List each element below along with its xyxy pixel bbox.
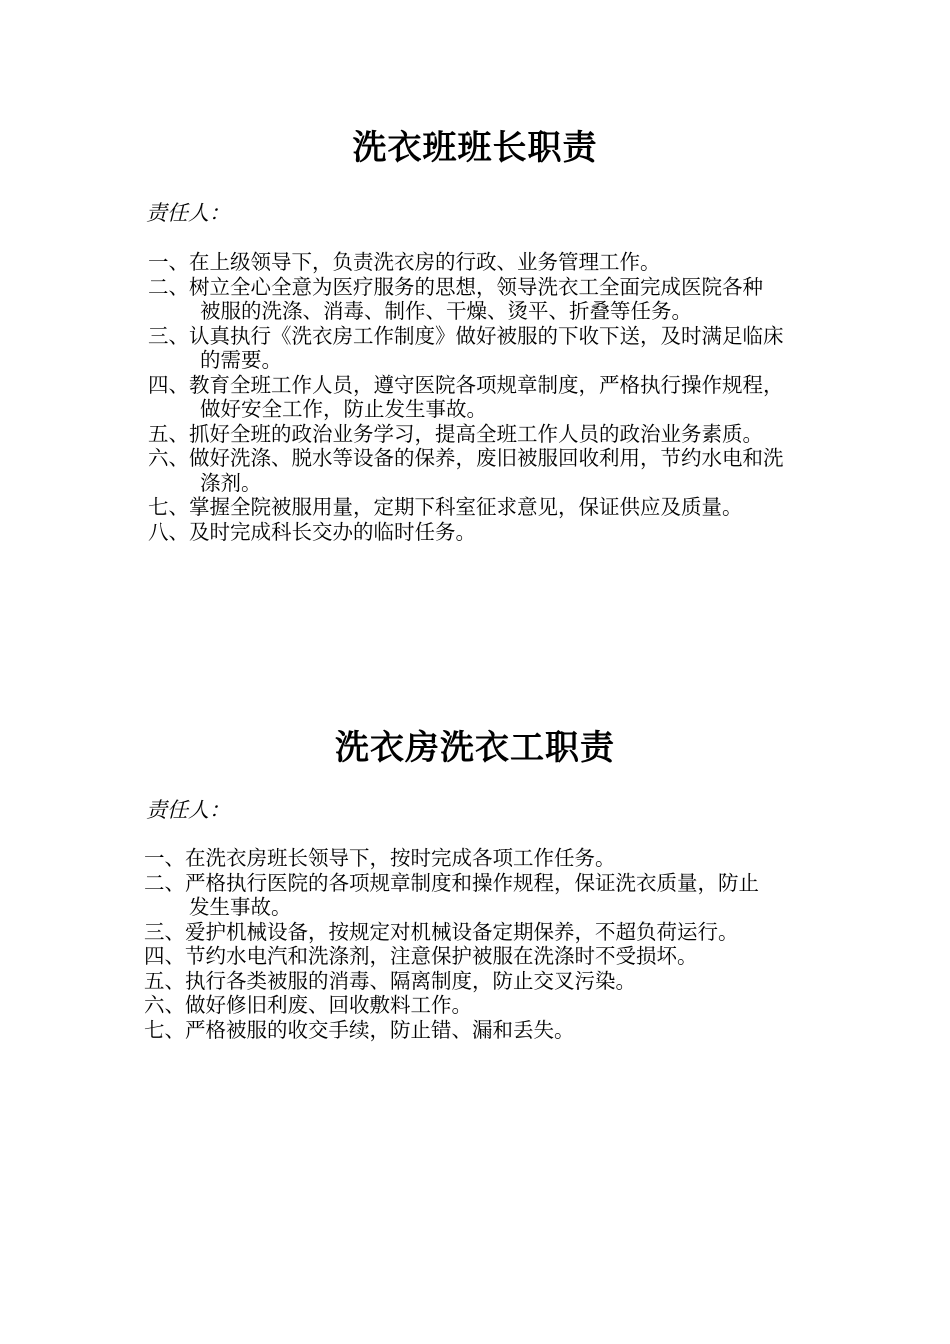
duty-text-continued: 做好安全工作，防止发生事故。: [200, 397, 487, 421]
duty-item: [144, 944, 814, 969]
duty-item: [148, 275, 818, 324]
duty-text: 四、教育全班工作人员，遵守医院各项规章制度，严格执行操作规程，: [148, 372, 784, 397]
duty-list: [144, 846, 814, 1042]
duty-text: 三、认真执行《洗衣房工作制度》做好被服的下收下送，及时满足临床: [148, 323, 784, 348]
duty-item: [148, 324, 818, 373]
duty-text: 一、在洗衣房班长领导下，按时完成各项工作任务。: [144, 846, 616, 870]
duty-text: 六、做好修旧利废、回收敷料工作。: [144, 993, 472, 1017]
duty-item: [148, 520, 818, 545]
duty-item: [148, 495, 818, 520]
duty-text-continued: 发生事故。: [189, 895, 292, 919]
duty-text-continued: 涤剂。: [200, 470, 262, 495]
duty-text: 七、掌握全院被服用量，定期下科室征求意见，保证供应及质量。: [148, 495, 743, 519]
duty-text: 八、及时完成科长交办的临时任务。: [148, 519, 476, 544]
duty-item: [144, 993, 814, 1018]
responsible-label: 责任人：: [146, 798, 230, 822]
duty-text-continued: 被服的洗涤、消毒、制作、干燥、烫平、折叠等任务。: [200, 299, 692, 323]
duty-text: 五、执行各类被服的消毒、隔离制度，防止交叉污染。: [144, 968, 636, 993]
duty-list: [148, 250, 818, 544]
duty-text: 一、在上级领导下，负责洗衣房的行政、业务管理工作。: [148, 250, 661, 274]
duty-item: [148, 422, 818, 447]
duty-item: [144, 969, 814, 994]
duty-text: 五、抓好全班的政治业务学习，提高全班工作人员的政治业务素质。: [148, 421, 763, 446]
duty-text: 四、节约水电汽和洗涤剂，注意保护被服在洗涤时不受损坏。: [144, 944, 698, 968]
duty-text: 三、爱护机械设备，按规定对机械设备定期保养，不超负荷运行。: [144, 919, 739, 944]
duty-item: [148, 250, 818, 275]
duty-item: [144, 846, 814, 871]
section-title: 洗衣班班长职责: [352, 128, 598, 168]
duty-text-continued: 的需要。: [200, 348, 282, 372]
duty-text: 六、做好洗涤、脱水等设备的保养，废旧被服回收利用，节约水电和洗: [148, 446, 784, 470]
section-title: 洗衣房洗衣工职责: [335, 728, 615, 768]
duty-item: [144, 871, 814, 920]
duty-text: 二、树立全心全意为医疗服务的思想，领导洗衣工全面完成医院各种: [148, 274, 763, 299]
duty-item: [148, 373, 818, 422]
duty-text: 七、严格被服的收交手续，防止错、漏和丢失。: [144, 1017, 575, 1042]
duty-item: [148, 446, 818, 495]
duty-text: 二、严格执行医院的各项规章制度和操作规程，保证洗衣质量，防止: [144, 870, 759, 895]
duty-item: [144, 1018, 814, 1043]
duty-item: [144, 920, 814, 945]
responsible-label: 责任人：: [146, 201, 230, 225]
